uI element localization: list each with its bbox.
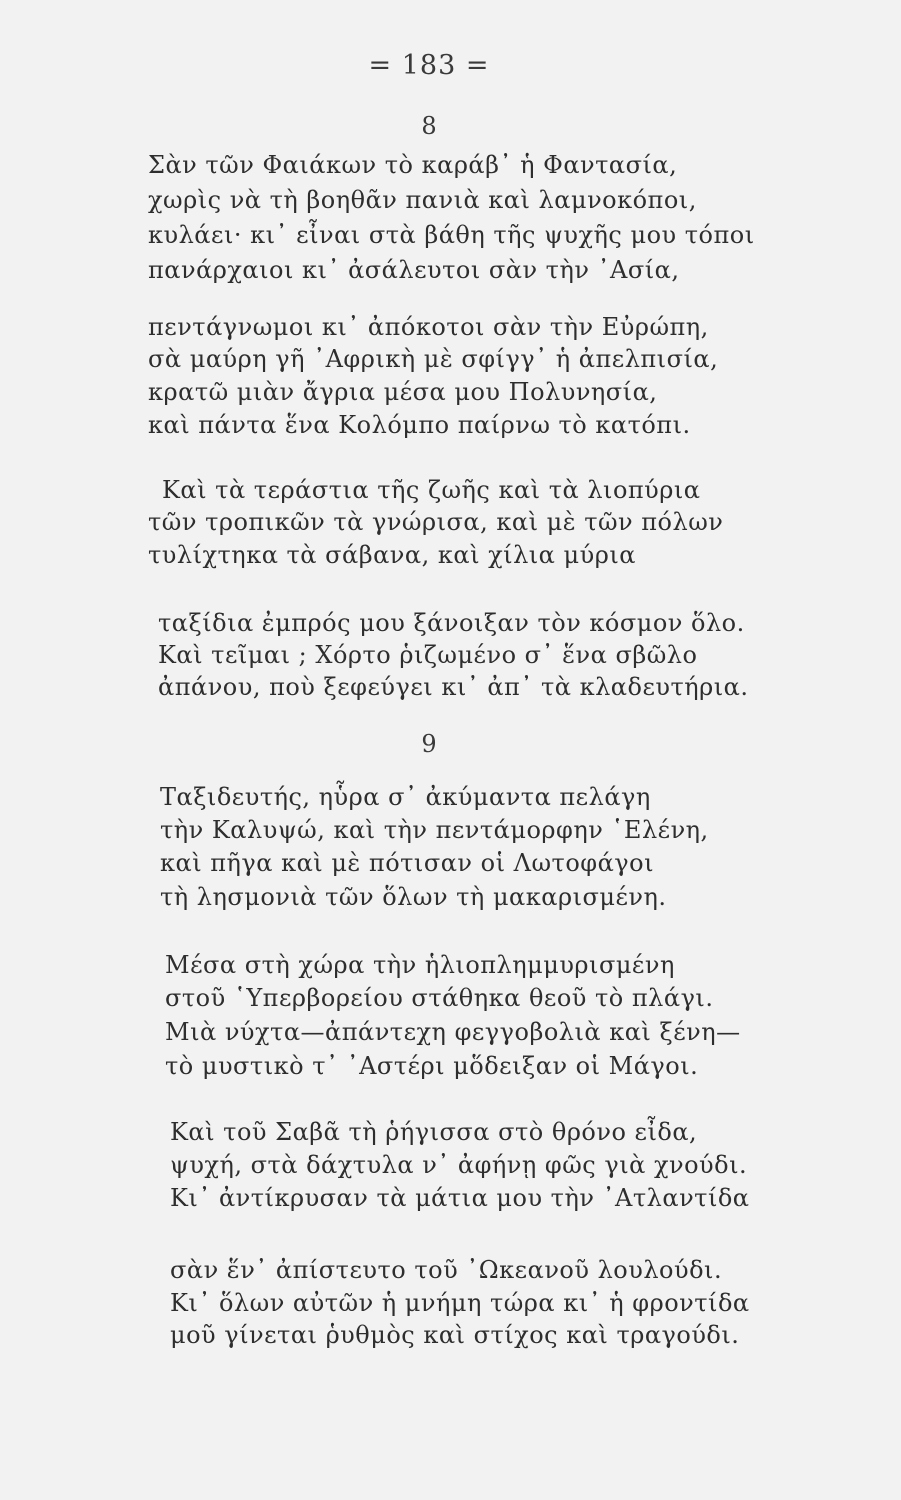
poem-line: Κι᾽ ὅλων αὐτῶν ἡ μνήμη τώρα κι᾽ ἡ φροντίδα: [170, 1289, 750, 1317]
poem-line: κυλάει· κι᾽ εἶναι στὰ βάθη τῆς ψυχῆς μου τόποι: [148, 221, 755, 249]
poem-line: Καὶ τὰ τεράστια τῆς ζωῆς καὶ τὰ λιοπύρια: [162, 476, 701, 504]
poem-line: μοῦ γίνεται ῥυθμὸς καὶ στίχος καὶ τραγούδι.: [170, 1321, 740, 1349]
poem-line: ψυχή, στὰ δάχτυλα ν᾽ ἀφήνῃ φῶς γιὰ χνούδι.: [170, 1151, 748, 1179]
poem-line: Καὶ τοῦ Σαβᾶ τὴ ῥήγισσα στὸ θρόνο εἶδα,: [170, 1118, 698, 1146]
poem-line: καὶ πῆγα καὶ μὲ πότισαν οἱ Λωτοφάγοι: [160, 849, 654, 877]
poem-line: Ταξιδευτής, ηὗρα σ᾽ ἀκύμαντα πελάγη: [160, 783, 651, 811]
poem-line: τὸ μυστικὸ τ᾽ ᾽Αστέρι μὅδειξαν οἱ Μάγοι.: [165, 1052, 699, 1080]
poem-line: Σὰν τῶν Φαιάκων τὸ καράβ᾽ ἡ Φαντασία,: [148, 151, 678, 179]
poem-line: χωρὶς νὰ τὴ βοηθᾶν πανιὰ καὶ λαμνοκόποι,: [148, 186, 697, 214]
poem-number: 8: [421, 112, 437, 140]
poem-line: σὰν ἕν᾽ ἀπίστευτο τοῦ ᾽Ωκεανοῦ λουλούδι.: [170, 1256, 723, 1284]
poem-line: ἀπάνου, ποὺ ξεφεύγει κι᾽ ἀπ᾽ τὰ κλαδευτήρια.: [158, 673, 749, 701]
poem-line: σὰ μαύρη γῆ ᾽Αφρικὴ μὲ σφίγγ᾽ ἡ ἀπελπισία,: [148, 345, 719, 373]
poem-line: πεντάγνωμοι κι᾽ ἀπόκοτοι σὰν τὴν Εὐρώπη,: [148, 313, 709, 341]
poem-line: κρατῶ μιὰν ἄγρια μέσα μου Πολυνησία,: [148, 378, 658, 406]
poem-line: ταξίδια ἐμπρός μου ξάνοιξαν τὸν κόσμον ὅλο.: [158, 609, 745, 637]
poem-line: στοῦ ῾Υπερβορείου στάθηκα θεοῦ τὸ πλάγι.: [165, 984, 714, 1012]
poem-line: Μέσα στὴ χώρα τὴν ἡλιοπλημμυρισμένη: [165, 951, 675, 979]
poem-line: Καὶ τεῖμαι ; Χόρτο ῥιζωμένο σ᾽ ἕνα σβῶλο: [158, 641, 698, 669]
poem-line: τὴ λησμονιὰ τῶν ὅλων τὴ μακαρισμένη.: [160, 883, 667, 911]
poem-line: τὴν Καλυψώ, καὶ τὴν πεντάμορφην ῾Ελένη,: [160, 816, 709, 844]
poem-line: Κι᾽ ἀντίκρυσαν τὰ μάτια μου τὴν ᾽Ατλαντίδα: [170, 1184, 750, 1212]
poem-line: Μιὰ νύχτα—ἀπάντεχη φεγγοβολιὰ καὶ ξένη—: [165, 1018, 741, 1046]
poem-line: πανάρχαιοι κι᾽ ἀσάλευτοι σὰν τὴν ᾽Ασία,: [148, 256, 680, 284]
poem-line: καὶ πάντα ἕνα Κολόμπο παίρνω τὸ κατόπι.: [148, 411, 691, 439]
poem-number: 9: [421, 730, 437, 758]
poem-line: τῶν τροπικῶν τὰ γνώρισα, καὶ μὲ τῶν πόλων: [148, 508, 724, 536]
page-number: = 183 =: [368, 50, 490, 81]
poem-line: τυλίχτηκα τὰ σάβανα, καὶ χίλια μύρια: [148, 541, 636, 569]
